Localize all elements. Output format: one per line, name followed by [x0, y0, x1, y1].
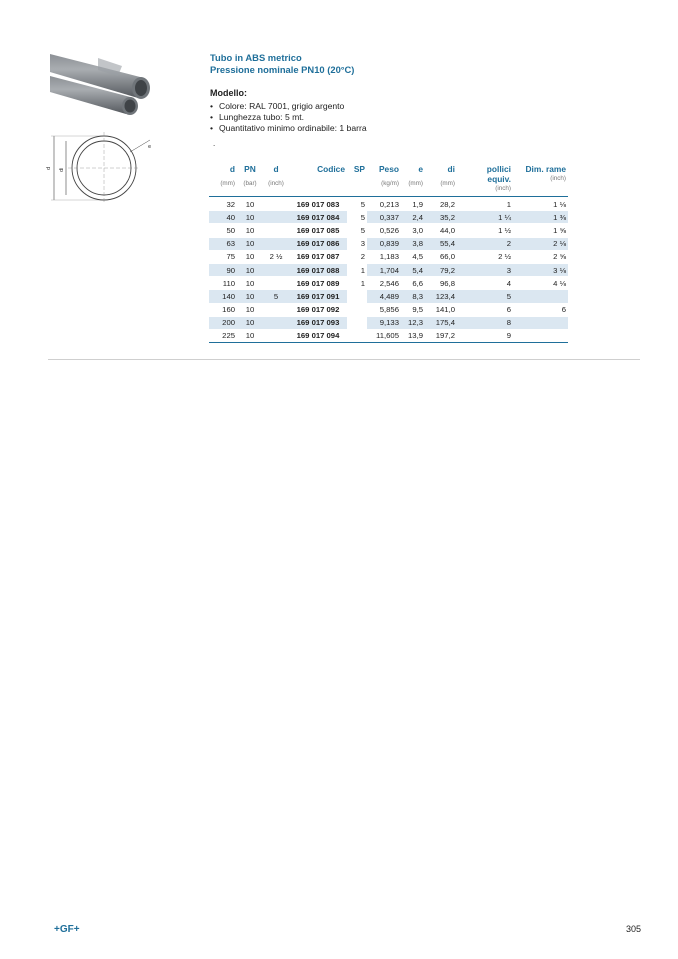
cell-sp: [347, 289, 367, 302]
cell-pn: 10: [237, 303, 263, 316]
cell-sp: 1: [347, 276, 367, 289]
cell-sp: [347, 316, 367, 329]
cell-codice: 169 017 083: [289, 197, 347, 210]
cell-dim-rame: 3 ⅛: [513, 263, 568, 276]
cell-di: 123,4: [425, 289, 457, 302]
cell-pollici: 1 ½: [457, 223, 513, 236]
cell-pn: 10: [237, 289, 263, 302]
unit-pollici: (inch): [495, 185, 511, 192]
cell-pollici: 4: [457, 276, 513, 289]
model-heading: Modello:: [210, 88, 247, 98]
col-header-pollici-line2: equiv.: [487, 174, 511, 184]
cell-sp: [347, 329, 367, 343]
cell-pn: 10: [237, 250, 263, 263]
cell-d-inch: [263, 197, 289, 210]
cell-peso: 0,526: [367, 223, 401, 236]
cell-pn: 10: [237, 237, 263, 250]
cell-peso: 0,839: [367, 237, 401, 250]
cell-pollici: 8: [457, 316, 513, 329]
table-row: [209, 316, 568, 329]
cell-e: 12,3: [401, 316, 425, 329]
cell-d: 32: [209, 197, 237, 210]
spec-table: [209, 164, 568, 343]
cell-sp: [347, 303, 367, 316]
unit-codice: [289, 175, 347, 193]
cell-e: 1,9: [401, 197, 425, 210]
cell-di: 66,0: [425, 250, 457, 263]
col-header-pn: PN: [244, 164, 256, 174]
cell-e: 6,6: [401, 276, 425, 289]
table-row: [209, 237, 568, 250]
unit-e: (mm): [408, 180, 423, 187]
cell-dim-rame: 1 ⅜: [513, 210, 568, 223]
cell-sp: 2: [347, 250, 367, 263]
cell-codice: 169 017 091: [289, 289, 347, 302]
unit-pn: (bar): [243, 180, 257, 187]
cell-codice: 169 017 085: [289, 223, 347, 236]
unit-peso: (kg/m): [381, 180, 399, 187]
product-title: [210, 52, 354, 76]
cell-d-inch: [263, 263, 289, 276]
col-header-e: e: [418, 164, 423, 174]
cell-sp: 5: [347, 210, 367, 223]
cell-dim-rame: 1 ⅛: [513, 197, 568, 210]
cell-peso: 1,183: [367, 250, 401, 263]
cell-peso: 0,337: [367, 210, 401, 223]
table-row: [209, 276, 568, 289]
table-row: [209, 263, 568, 276]
table-row: [209, 210, 568, 223]
table-unit-row: [209, 175, 568, 193]
cell-d-inch: [263, 237, 289, 250]
cell-di: 44,0: [425, 223, 457, 236]
col-header-codice: Codice: [317, 164, 345, 174]
page-number: 305: [626, 924, 642, 934]
cell-e: 4,5: [401, 250, 425, 263]
cell-d: 160: [209, 303, 237, 316]
bullet-color: • Colore: RAL 7001, grigio argento: [210, 101, 367, 112]
cell-peso: 2,546: [367, 276, 401, 289]
cell-peso: 0,213: [367, 197, 401, 210]
cell-codice: 169 017 089: [289, 276, 347, 289]
cell-pollici: 1 ¼: [457, 210, 513, 223]
cell-di: 197,2: [425, 329, 457, 343]
cell-pollici: 2: [457, 237, 513, 250]
section-divider: [48, 359, 640, 360]
cell-codice: 169 017 084: [289, 210, 347, 223]
cell-d: 63: [209, 237, 237, 250]
cell-sp: 5: [347, 197, 367, 210]
cell-pn: 10: [237, 316, 263, 329]
unit-sp: [347, 175, 367, 193]
cell-di: 175,4: [425, 316, 457, 329]
cell-pollici: 6: [457, 303, 513, 316]
col-header-peso: Peso: [378, 164, 399, 174]
cell-e: 5,4: [401, 263, 425, 276]
cell-d: 40: [209, 210, 237, 223]
col-header-pollici-line1: pollici: [486, 164, 511, 174]
cell-pn: 10: [237, 276, 263, 289]
unit-d-inch: (inch): [268, 180, 284, 187]
cell-di: 28,2: [425, 197, 457, 210]
model-bullet-list: [210, 101, 367, 133]
cell-d-inch: [263, 276, 289, 289]
cell-codice: 169 017 088: [289, 263, 347, 276]
drawing-label-di: di: [59, 167, 65, 172]
cell-pn: 10: [237, 263, 263, 276]
bullet-length: • Lunghezza tubo: 5 mt.: [210, 112, 367, 123]
table-row: [209, 197, 568, 210]
cell-peso: 5,856: [367, 303, 401, 316]
cell-d-inch: [263, 329, 289, 343]
cell-dim-rame: [513, 289, 568, 302]
cell-d: 50: [209, 223, 237, 236]
cell-pn: 10: [237, 210, 263, 223]
cell-pollici: 3: [457, 263, 513, 276]
cell-peso: 11,605: [367, 329, 401, 343]
cell-di: 55,4: [425, 237, 457, 250]
cell-d: 90: [209, 263, 237, 276]
table-row: [209, 250, 568, 263]
unit-d: (mm): [220, 180, 235, 187]
col-header-d: d: [229, 164, 235, 174]
cell-peso: 1,704: [367, 263, 401, 276]
cell-codice: 169 017 092: [289, 303, 347, 316]
cell-pollici: 5: [457, 289, 513, 302]
table-header-row: [209, 164, 568, 175]
trailing-dot: .: [213, 139, 216, 148]
cell-d-inch: [263, 223, 289, 236]
gf-logo: +GF+: [54, 924, 80, 935]
cell-e: 9,5: [401, 303, 425, 316]
unit-di: (mm): [440, 180, 455, 187]
cell-d-inch: [263, 210, 289, 223]
cell-pollici: 2 ½: [457, 250, 513, 263]
drawing-label-e: e: [148, 144, 152, 150]
cell-e: 3,0: [401, 223, 425, 236]
cell-codice: 169 017 094: [289, 329, 347, 343]
cell-dim-rame: 1 ⅝: [513, 223, 568, 236]
title-line-2: Pressione nominale PN10 (20°C): [210, 64, 355, 75]
cell-dim-rame: [513, 316, 568, 329]
cell-e: 3,8: [401, 237, 425, 250]
cell-di: 96,8: [425, 276, 457, 289]
pipe-section-drawing: [46, 128, 160, 208]
cell-pn: 10: [237, 329, 263, 343]
col-header-dim-rame: Dim. rame: [525, 164, 566, 174]
cell-pn: 10: [237, 223, 263, 236]
cell-di: 35,2: [425, 210, 457, 223]
cell-sp: 5: [347, 223, 367, 236]
cell-d-inch: [263, 303, 289, 316]
cell-peso: 4,489: [367, 289, 401, 302]
pipe-photo: [48, 48, 160, 118]
cell-pollici: 9: [457, 329, 513, 343]
cell-di: 141,0: [425, 303, 457, 316]
cell-sp: 1: [347, 263, 367, 276]
cell-dim-rame: 4 ⅛: [513, 276, 568, 289]
cell-pollici: 1: [457, 197, 513, 210]
cell-e: 2,4: [401, 210, 425, 223]
cell-codice: 169 017 087: [289, 250, 347, 263]
cell-d: 75: [209, 250, 237, 263]
cell-sp: 3: [347, 237, 367, 250]
cell-dim-rame: 2 ⅛: [513, 237, 568, 250]
table-body: [209, 197, 568, 343]
cell-dim-rame: 6: [513, 303, 568, 316]
cell-codice: 169 017 093: [289, 316, 347, 329]
cell-dim-rame: [513, 329, 568, 343]
cell-codice: 169 017 086: [289, 237, 347, 250]
cell-d-inch: 5: [263, 289, 289, 302]
cell-d-inch: [263, 316, 289, 329]
col-header-sp: SP: [353, 164, 365, 174]
table-row: [209, 303, 568, 316]
cell-peso: 9,133: [367, 316, 401, 329]
cell-d: 200: [209, 316, 237, 329]
cell-d: 140: [209, 289, 237, 302]
cell-dim-rame: 2 ⅝: [513, 250, 568, 263]
unit-dim-rame: (inch): [550, 175, 566, 182]
cell-d: 110: [209, 276, 237, 289]
drawing-label-d: d: [46, 166, 52, 170]
cell-pn: 10: [237, 197, 263, 210]
col-header-d-inch: d: [273, 164, 279, 174]
cell-d-inch: 2 ½: [263, 250, 289, 263]
bullet-min-order: • Quantitativo minimo ordinabile: 1 barra: [210, 123, 367, 134]
cell-di: 79,2: [425, 263, 457, 276]
table-row: [209, 329, 568, 343]
title-line-1: Tubo in ABS metrico: [210, 52, 302, 63]
table-row: [209, 223, 568, 236]
cell-e: 8,3: [401, 289, 425, 302]
pollici-equiv-cell: [457, 175, 513, 193]
col-header-di: di: [447, 164, 455, 174]
cell-e: 13,9: [401, 329, 425, 343]
cell-d: 225: [209, 329, 237, 343]
table-row: [209, 289, 568, 302]
